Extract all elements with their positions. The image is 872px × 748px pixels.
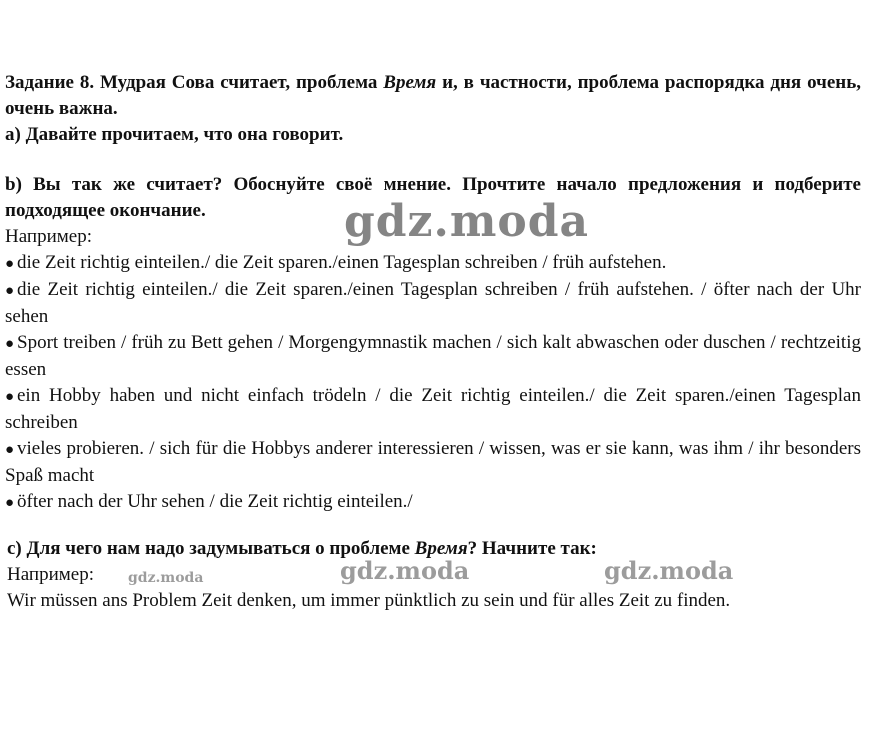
watermark-logo: gdz.moda xyxy=(340,556,470,585)
example-label-b: Например: xyxy=(5,226,92,247)
bullet-item-6 xyxy=(5,489,861,516)
bullet-dot-icon: ● xyxy=(5,389,15,405)
bullet-item-4 xyxy=(5,383,861,436)
watermark-logo: gdz.moda xyxy=(128,570,204,586)
bullet-text-4: ein Hobby haben und nicht einfach trödeln / die Zeit richtig einteilen./ die Zeit sparen./einen Tagesplan schreiben xyxy=(5,385,861,433)
bullet-dot-icon: ● xyxy=(5,336,15,352)
part-c-text-1: c) Для чего нам надо задумываться о проблеме xyxy=(7,538,415,559)
part-b-question: b) Вы так же считает? Обоснуйте своё мнение. Прочтите начало предложения и подберите подходящее окончание. xyxy=(5,174,861,221)
bullet-dot-icon: ● xyxy=(5,256,15,272)
task-intro-block xyxy=(5,70,861,148)
bullet-item-5 xyxy=(5,436,861,489)
watermark-logo: gdz.moda xyxy=(604,556,734,585)
bullet-dot-icon: ● xyxy=(5,442,15,458)
example-label-c: Например: xyxy=(7,564,94,585)
part-c-italic: Время xyxy=(414,538,468,559)
task-heading-text-1: Задание 8. Мудрая Сова считает, проблема xyxy=(5,72,384,93)
bullet-dot-icon: ● xyxy=(5,283,15,299)
task-heading-italic: Время xyxy=(383,72,437,93)
part-c-text-2: ? Начните так: xyxy=(467,538,597,559)
bullet-text-6: öfter nach der Uhr sehen / die Zeit richtig einteilen./ xyxy=(17,491,413,512)
bullet-text-3: Sport treiben / früh zu Bett gehen / Morgengymnastik machen / sich kalt abwaschen oder duschen / rechtzeitig essen xyxy=(5,332,861,380)
bullet-text-5: vieles probieren. / sich für die Hobbys anderer interessieren / wissen, was er sie kann, was ihm / ihr besonders Spaß macht xyxy=(5,438,861,486)
part-c-example: Wir müssen ans Problem Zeit denken, um immer pünktlich zu sein und für alles Zeit zu finden. xyxy=(7,590,731,611)
bullet-dot-icon: ● xyxy=(5,495,15,511)
bullet-item-1 xyxy=(5,250,861,277)
watermark-logo: gdz.moda xyxy=(344,196,590,247)
bullet-text-1: die Zeit richtig einteilen./ die Zeit sparen./einen Tagesplan schreiben / früh aufstehen. xyxy=(17,252,667,273)
task-heading xyxy=(5,70,861,122)
bullet-item-3 xyxy=(5,330,861,383)
bullet-text-2: die Zeit richtig einteilen./ die Zeit sparen./einen Tagesplan schreiben / früh aufstehen. / öfter nach der Uhr sehen xyxy=(5,279,861,327)
part-a-text: а) Давайте прочитаем, что она говорит. xyxy=(5,124,344,145)
bullet-item-2 xyxy=(5,277,861,330)
task-heading-text-2: и, в частности, проблема распорядка дня очень, очень важна. xyxy=(5,72,861,119)
